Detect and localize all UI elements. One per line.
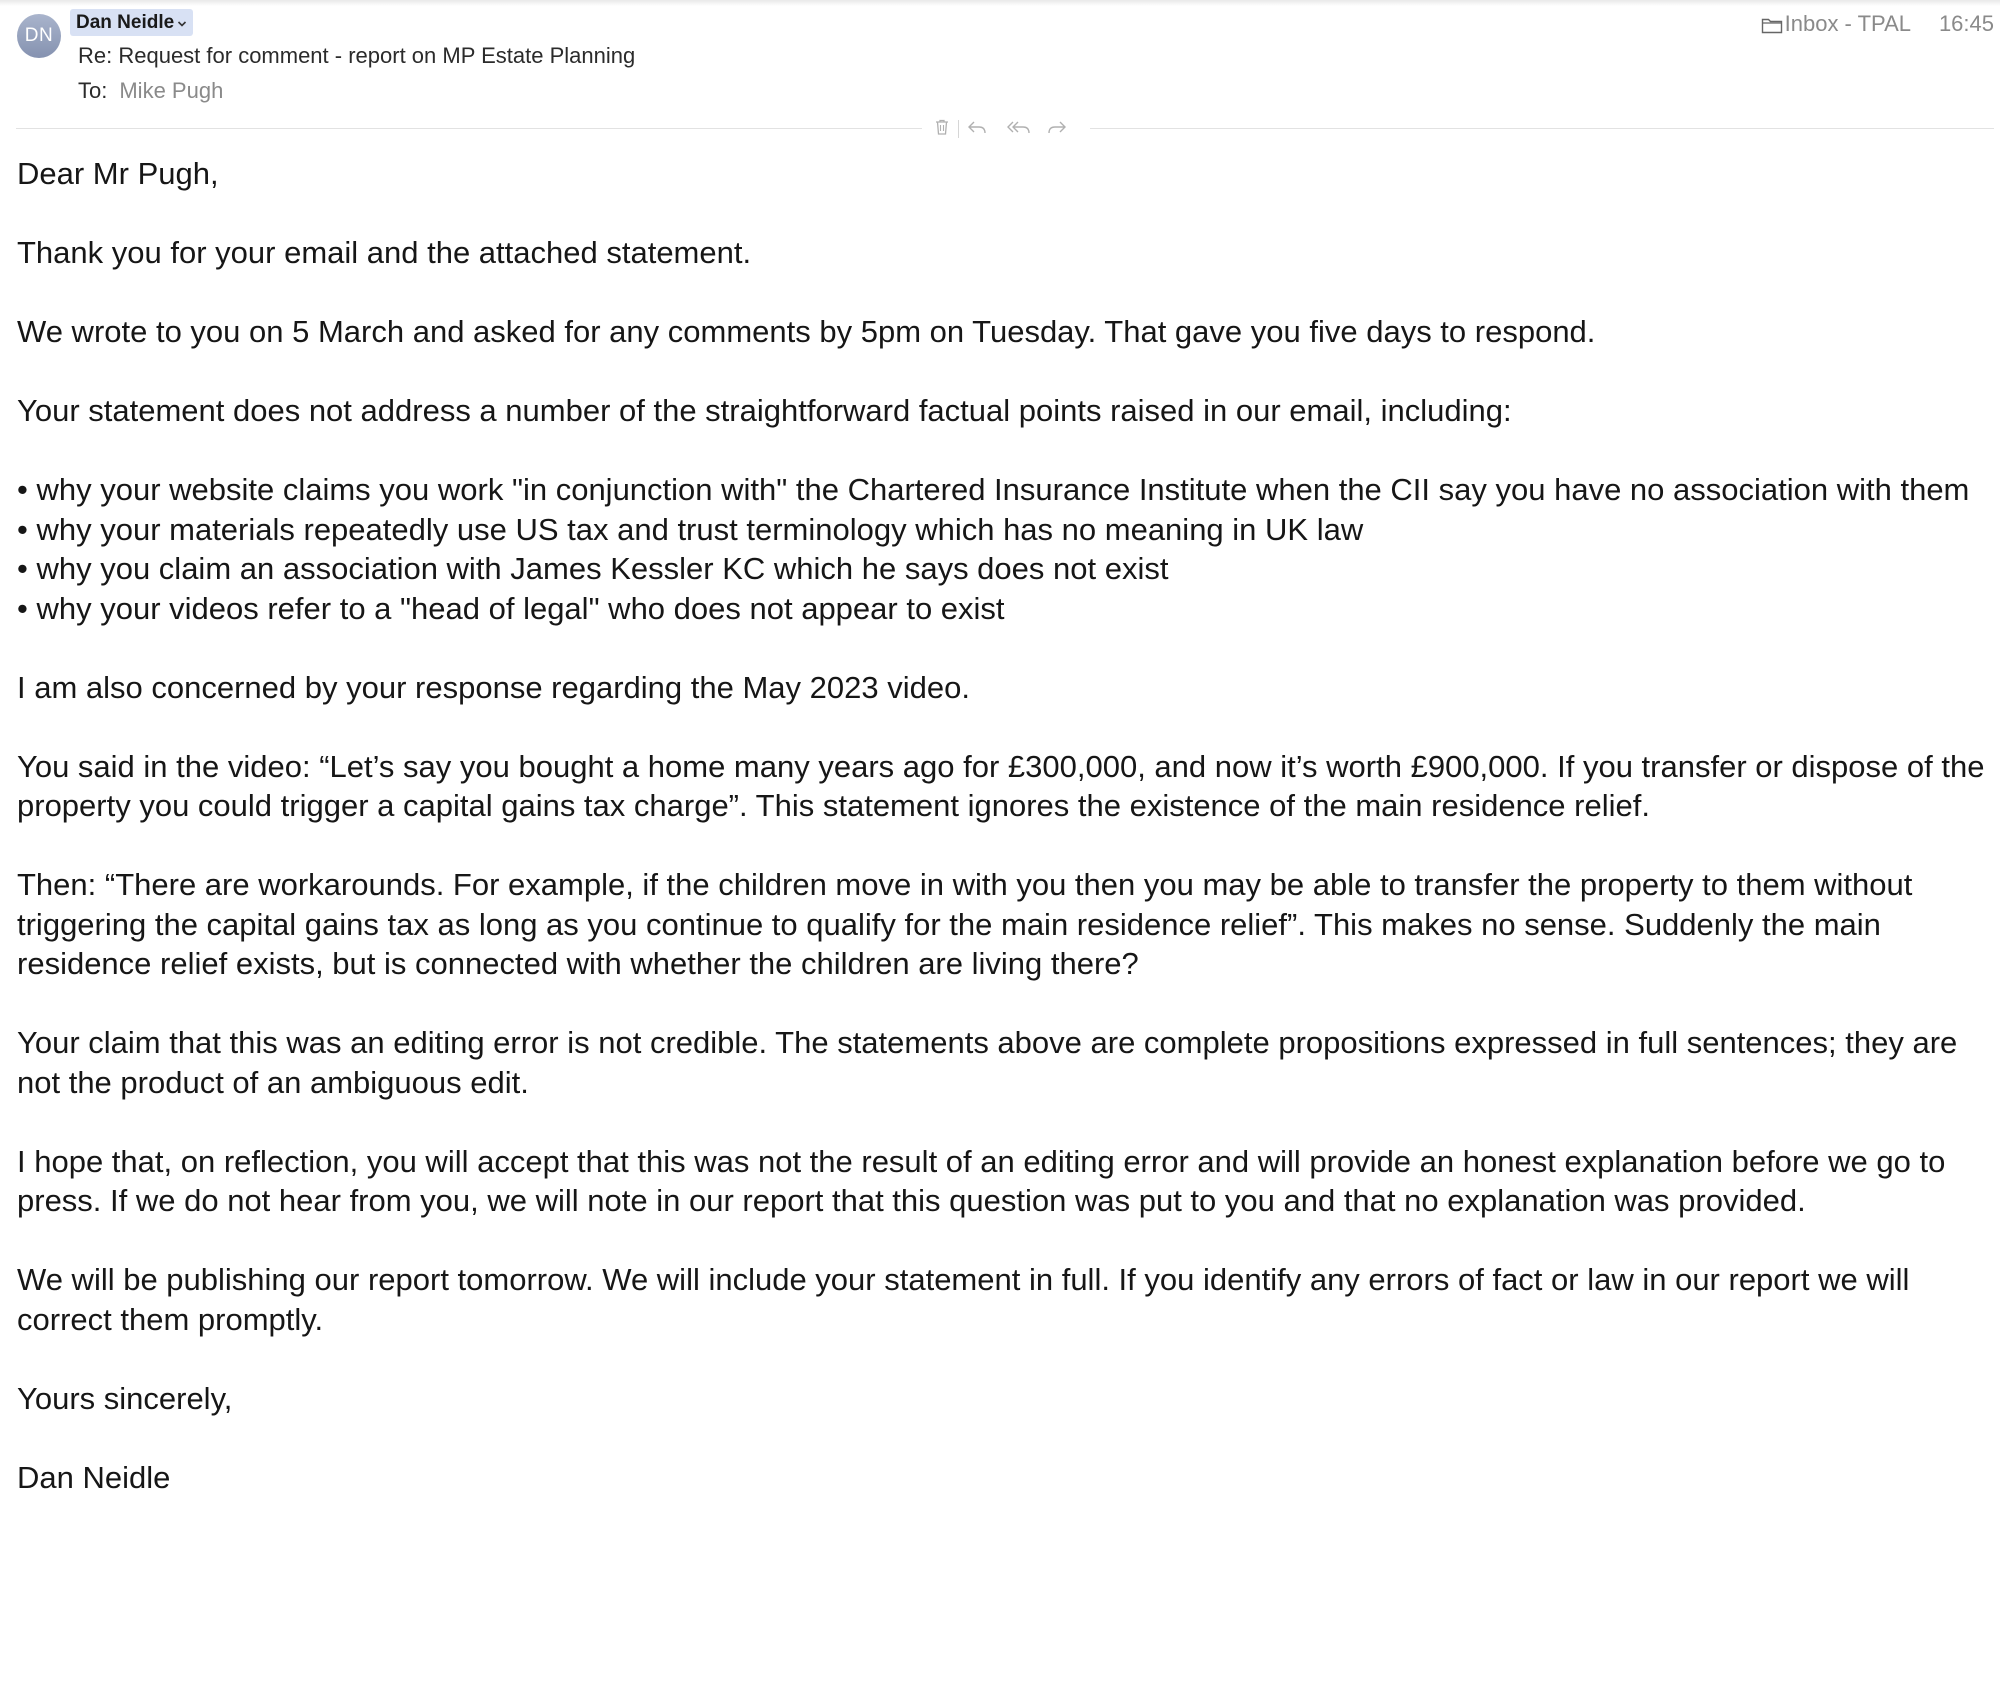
toolbar-separator — [958, 120, 959, 138]
body-paragraph-6: Then: “There are workarounds. For example, if the children move in with you then you may be able to transfer the property to them without triggering the capital gains tax as long as you continue to qualify for the main residence relief”. This makes no sense. Suddenly the main residence relief exists, but is connected with whether the children are living there? — [17, 867, 1913, 981]
body-paragraph-8: I hope that, on reflection, you will accept that this was not the result of an editing error and will provide an honest explanation before we go to press. If we do not hear from you, we will note in our report that this question was put to you and that no explanation was provided. — [17, 1143, 1946, 1218]
body-paragraph-1: Thank you for your email and the attached statement. — [17, 235, 752, 270]
sender-name: Dan Neidle — [76, 12, 175, 33]
bullet-item: • why you claim an association with James Kessler KC which he says does not exist — [17, 551, 1169, 586]
sender-name-button[interactable] — [70, 9, 193, 36]
mailbox-name: Inbox - TPAL — [1784, 11, 1911, 36]
bullet-list — [17, 470, 1992, 628]
reply-icon — [967, 119, 987, 140]
body-paragraph-3: Your statement does not address a number of the straightforward factual points raised in our email, including: — [17, 393, 1512, 428]
body-paragraph-5: You said in the video: “Let’s say you bought a home many years ago for £300,000, and now it’s worth £900,000. If you transfer or dispose of the property you could trigger a capital gains tax charge”. This statement ignores the existence of the main residence relief. — [17, 748, 1985, 823]
mailbox-label[interactable] — [1761, 10, 1911, 41]
sign-off: Yours sincerely, — [17, 1380, 233, 1416]
to-label: To: — [78, 78, 108, 103]
body-paragraph-2: We wrote to you on 5 March and asked for any comments by 5pm on Tuesday. That gave you five days to respond. — [17, 314, 1596, 349]
reply-all-icon — [1007, 119, 1031, 140]
delete-button[interactable] — [934, 116, 950, 142]
message-time: 16:45 — [1938, 11, 1994, 36]
recipient-name[interactable]: Mike Pugh — [119, 78, 224, 103]
signature: Dan Neidle — [17, 1459, 171, 1495]
body-paragraph-9: We will be publishing our report tomorrow. We will include your statement in full. If you identify any errors of fact or law in our report we will correct them promptly. — [17, 1262, 1910, 1337]
bullet-item: • why your website claims you work "in conjunction with" the Chartered Insurance Institute when the CII say you have no association with them — [17, 472, 1970, 507]
chevron-down-icon — [177, 9, 187, 36]
bullet-item: • why your materials repeatedly use US tax and trust terminology which has no meaning in UK law — [17, 511, 1364, 547]
folder-icon — [1761, 13, 1783, 41]
window-top-shade — [0, 0, 2000, 6]
message-body — [17, 154, 1992, 1497]
avatar: DN — [17, 14, 61, 58]
greeting: Dear Mr Pugh, — [17, 156, 219, 191]
message-toolbar — [934, 116, 1067, 142]
header-divider-right — [1090, 128, 1994, 129]
body-paragraph-7: Your claim that this was an editing error is not credible. The statements above are complete propositions expressed in full sentences; they are not the product of an ambiguous edit. — [17, 1025, 1958, 1100]
reply-all-button[interactable] — [1007, 116, 1031, 142]
email-subject: Re: Request for comment - report on MP Estate Planning — [78, 43, 636, 68]
forward-icon — [1047, 119, 1067, 140]
trash-icon — [934, 118, 950, 141]
reply-button[interactable] — [967, 116, 987, 142]
bullet-item: • why your videos refer to a "head of legal" who does not appear to exist — [17, 590, 1005, 626]
header-divider-left — [16, 128, 922, 129]
recipient-row — [78, 77, 223, 105]
body-paragraph-4: I am also concerned by your response regarding the May 2023 video. — [17, 669, 970, 705]
forward-button[interactable] — [1047, 116, 1067, 142]
